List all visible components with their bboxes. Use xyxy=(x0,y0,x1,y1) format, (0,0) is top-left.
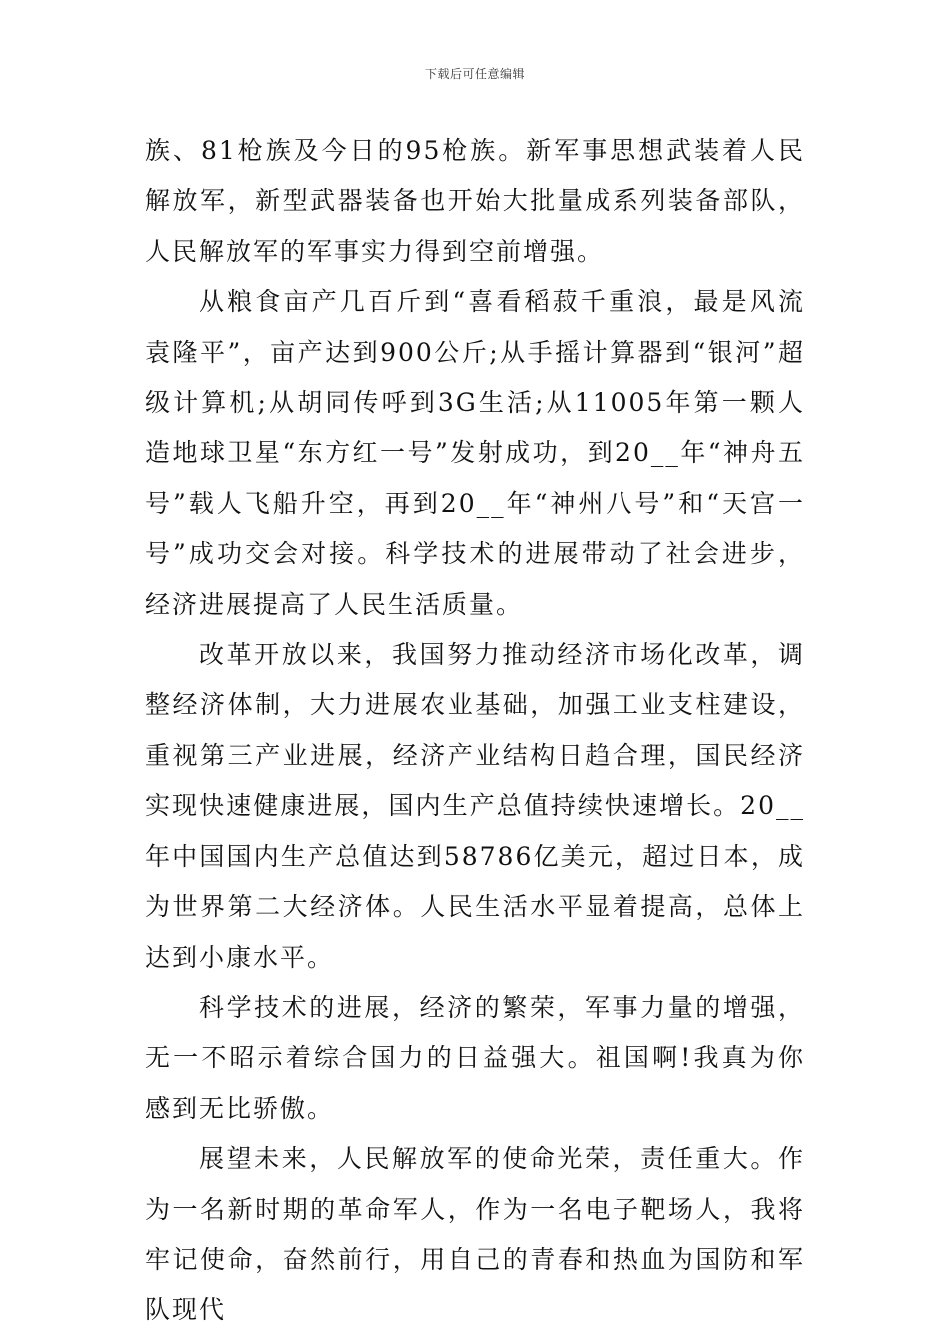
paragraph-1: 族、81枪族及今日的95枪族。新军事思想武装着人民解放军，新型武器装备也开始大批量成系列装备部队，人民解放军的军事实力得到空前增强。 xyxy=(145,136,805,266)
paragraph-5: 展望未来，人民解放军的使命光荣，责任重大。作为一名新时期的革命军人，作为一名电子靶场人，我将牢记使命，奋然前行，用自己的青春和热血为国防和军队现代 xyxy=(145,1144,805,1325)
page-header: 下载后可任意编辑 xyxy=(424,67,525,81)
paragraph-2: 从粮食亩产几百斤到“喜看稻菽千重浪，最是风流袁隆平”，亩产达到900公斤;从手摇计算器到“银河”超级计算机;从胡同传呼到3G生活;从11005年第一颗人造地球卫星“东方红一号”发射成功，到20__年“神舟五号”载人飞船升空，再到20__年“神州八号”和“天宫一号”成功交会对接。科学技术的进展带动了社会进步，经济进展提高了人民生活质量。 xyxy=(145,287,805,619)
paragraph-3: 改革开放以来，我国努力推动经济市场化改革，调整经济体制，大力进展农业基础，加强工业支柱建设，重视第三产业进展，经济产业结构日趋合理，国民经济实现快速健康进展，国内生产总值持续快速增长。20__年中国国内生产总值达到58786亿美元，超过日本，成为世界第二大经济体。人民生活水平显着提高，总体上达到小康水平。 xyxy=(145,640,805,972)
paragraph-4: 科学技术的进展，经济的繁荣，军事力量的增强，无一不昭示着综合国力的日益强大。祖国啊!我真为你感到无比骄傲。 xyxy=(145,992,805,1123)
document-body xyxy=(145,126,805,1336)
